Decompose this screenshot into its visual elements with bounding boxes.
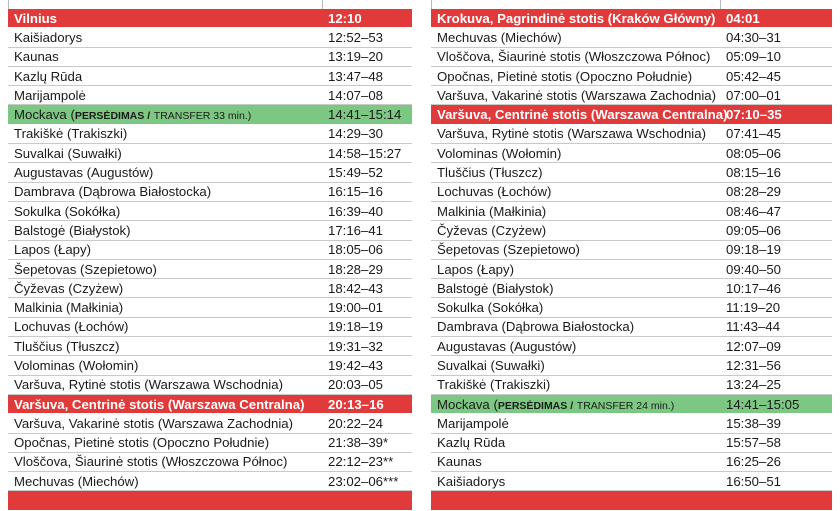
station-time: 13:24–25: [726, 377, 782, 393]
major-station-row: [431, 9, 832, 28]
station-time: 19:00–01: [328, 300, 384, 316]
major-station-row: [431, 491, 832, 510]
station-row: [8, 318, 412, 337]
station-time: 07:41–45: [726, 126, 782, 142]
major-station-row: [431, 105, 832, 124]
station-row: [8, 221, 412, 240]
station-row: [8, 298, 412, 317]
station-row: [431, 298, 832, 317]
station-row: [431, 434, 832, 453]
station-time: 09:05–06: [726, 222, 782, 238]
top-rule: [322, 0, 323, 9]
station-name: [431, 11, 715, 26]
station-label: Kaunas: [437, 454, 482, 470]
station-label: Lapos (Łapy): [437, 261, 514, 277]
station-label: Augustavas (Augustów): [437, 338, 577, 354]
station-name: [431, 339, 576, 354]
station-row: [431, 86, 832, 105]
station-time: 18:28–29: [328, 261, 384, 277]
station-name: [8, 30, 82, 45]
station-label: Vloščova, Šiaurinė stotis (Włoszczowa Północ): [437, 49, 711, 65]
major-station-row: [8, 9, 412, 28]
station-row: [8, 202, 412, 221]
station-label: Lochuvas (Łochów): [14, 319, 129, 335]
station-row: [8, 48, 412, 67]
station-name: [431, 204, 546, 219]
station-time: 23:02–06***: [328, 473, 399, 489]
station-label: Dambrava (Dąbrowa Białostocka): [14, 184, 212, 200]
station-row: [8, 414, 412, 433]
station-label: Varšuva, Centrinė stotis (Warszawa Centralna): [14, 396, 305, 412]
station-row: [8, 434, 412, 453]
station-label: Vilnius: [14, 10, 57, 26]
station-name: [8, 262, 157, 277]
station-time: 15:38–39: [726, 415, 782, 431]
station-label: Varšuva, Vakarinė stotis (Warszawa Zachodnia): [14, 415, 293, 431]
station-time: 19:31–32: [328, 338, 384, 354]
transfer-note: TRANSFER 33 min.): [153, 110, 252, 123]
station-name: [8, 454, 287, 469]
station-name: [431, 107, 727, 122]
station-name: [8, 146, 122, 161]
station-row: [431, 144, 832, 163]
station-label: Tluščius (Tłuszcz): [437, 165, 543, 181]
station-time: 17:16–41: [328, 222, 384, 238]
station-label: Kaišiadorys: [14, 29, 83, 45]
station-name: [431, 435, 505, 450]
station-label: Čyževas (Czyżew): [14, 280, 124, 296]
station-time: 14:58–15:27: [328, 145, 402, 161]
station-row: [8, 86, 412, 105]
station-name: [8, 339, 120, 354]
station-label: Volominas (Wołomin): [14, 357, 139, 373]
station-row: [431, 28, 832, 47]
station-time: 05:09–10: [726, 49, 782, 65]
station-time: 20:22–24: [328, 415, 384, 431]
station-row: [8, 125, 412, 144]
station-time: 14:41–15:14: [328, 107, 402, 123]
station-time: 11:19–20: [726, 300, 781, 316]
station-name: [8, 377, 283, 392]
station-name: [431, 262, 514, 277]
station-time: 21:38–39*: [328, 435, 389, 451]
station-label: Augustavas (Augustów): [14, 165, 154, 181]
station-row: [431, 376, 832, 395]
station-name: [431, 416, 509, 431]
station-name: [431, 126, 706, 141]
station-label: Trakiškė (Trakiszki): [437, 377, 551, 393]
station-name: [8, 49, 59, 64]
station-label: Šepetovas (Szepietowo): [14, 261, 157, 277]
station-name: [8, 11, 57, 26]
station-row: [8, 337, 412, 356]
station-name: [8, 281, 123, 296]
station-row: [8, 183, 412, 202]
station-label: Tluščius (Tłuszcz): [14, 338, 120, 354]
station-row: [8, 453, 412, 472]
station-time: 14:07–08: [328, 87, 384, 103]
station-name: [431, 281, 554, 296]
station-name: [431, 377, 550, 392]
station-name: [431, 30, 562, 45]
station-label: Opočnas, Pietinė stotis (Opoczno Południe): [14, 435, 270, 451]
station-name: [8, 397, 304, 412]
station-label: Čyževas (Czyżew): [437, 222, 547, 238]
top-rule: [8, 0, 9, 9]
station-row: [431, 241, 832, 260]
station-label: Dambrava (Dąbrowa Białostocka): [437, 319, 635, 335]
station-name: [431, 474, 505, 489]
station-row: [431, 125, 832, 144]
station-label: Balstogė (Białystok): [437, 280, 554, 296]
station-label: Malkinia (Małkinia): [14, 300, 124, 316]
station-name: [431, 146, 561, 161]
station-label: Varšuva, Rytinė stotis (Warszawa Wschodnia): [14, 377, 283, 393]
station-name: [8, 474, 139, 489]
station-time: 15:49–52: [328, 165, 384, 181]
station-time: 10:17–46: [726, 280, 782, 296]
station-row: [8, 356, 412, 375]
station-label: Malkinia (Małkinia): [437, 203, 547, 219]
station-time: 08:46–47: [726, 203, 782, 219]
station-name: [8, 358, 138, 373]
station-time: 18:42–43: [328, 280, 384, 296]
station-label: Varšuva, Vakarinė stotis (Warszawa Zachodnia): [437, 87, 716, 103]
station-label: Trakiškė (Trakiszki): [14, 126, 128, 142]
station-name: [431, 69, 692, 84]
station-row: [431, 202, 832, 221]
station-time: 04:01: [726, 10, 760, 26]
station-time: 12:07–09: [726, 338, 782, 354]
station-label: Balstogė (Białystok): [14, 222, 131, 238]
station-row: [431, 48, 832, 67]
station-label: Marijampolė: [437, 415, 509, 431]
station-row: [431, 472, 832, 491]
station-name: [431, 88, 716, 103]
station-label: Varšuva, Rytinė stotis (Warszawa Wschodnia): [437, 126, 706, 142]
station-name: Mockava (PERSĖDIMAS / TRANSFER 33 min.): [14, 107, 252, 123]
station-name: [8, 69, 82, 84]
station-row: [8, 28, 412, 47]
station-time: 12:10: [328, 10, 362, 26]
station-name: [8, 319, 128, 334]
station-time: 13:47–48: [328, 68, 384, 84]
station-row: [431, 279, 832, 298]
station-time: 12:52–53: [328, 29, 384, 45]
station-name: [431, 165, 543, 180]
station-time: 07:00–01: [726, 87, 782, 103]
station-time: 16:50–51: [726, 473, 782, 489]
station-name: [431, 223, 546, 238]
station-time: 14:29–30: [328, 126, 384, 142]
transfer-station-row: [8, 105, 412, 124]
station-row: [8, 241, 412, 260]
station-time: 07:10–35: [726, 107, 782, 123]
station-label: Mockava: [437, 396, 490, 412]
station-label: Mechuvas (Miechów): [437, 29, 562, 45]
station-label: Šepetovas (Szepietowo): [437, 242, 580, 258]
station-label: Kaunas: [14, 49, 59, 65]
station-time: 09:18–19: [726, 242, 782, 258]
transfer-station-row: [431, 395, 832, 414]
station-row: [431, 183, 832, 202]
station-name: [431, 49, 710, 64]
station-time: 19:42–43: [328, 357, 384, 373]
station-time: 15:57–58: [726, 435, 782, 451]
station-row: [431, 260, 832, 279]
station-time: 12:31–56: [726, 357, 782, 373]
station-row: [431, 356, 832, 375]
major-station-row: [8, 491, 412, 510]
station-name: [8, 223, 131, 238]
station-time: 11:43–44: [726, 319, 781, 335]
station-time: 08:15–16: [726, 165, 782, 181]
station-label: Lapos (Łapy): [14, 242, 91, 258]
station-label: Opočnas, Pietinė stotis (Opoczno Południe): [437, 68, 693, 84]
transfer-note-strong: PERSĖDIMAS /: [497, 399, 574, 412]
station-name: [8, 165, 153, 180]
station-row: [431, 453, 832, 472]
station-time: 20:03–05: [328, 377, 384, 393]
top-rule: [431, 0, 432, 9]
transfer-note-strong: PERSĖDIMAS /: [74, 110, 151, 123]
station-name: [8, 126, 127, 141]
station-label: Kaišiadorys: [437, 473, 506, 489]
transfer-note: TRANSFER 24 min.): [576, 399, 675, 412]
station-label: Suvalkai (Suwałki): [14, 145, 122, 161]
station-row: [431, 318, 832, 337]
station-name: [431, 184, 551, 199]
station-label: Sokulka (Sokółka): [437, 300, 544, 316]
station-name: [8, 88, 86, 103]
station-name: [8, 416, 293, 431]
station-name: [8, 300, 123, 315]
station-time: 08:05–06: [726, 145, 782, 161]
station-label: Suvalkai (Suwałki): [437, 357, 545, 373]
station-label: Kazlų Rūda: [14, 68, 83, 84]
station-row: [8, 472, 412, 491]
station-label: Vloščova, Šiaurinė stotis (Włoszczowa Północ): [14, 454, 288, 470]
station-time: 09:40–50: [726, 261, 782, 277]
station-name: [8, 204, 120, 219]
station-time: 18:05–06: [328, 242, 384, 258]
station-label: Sokulka (Sokółka): [14, 203, 121, 219]
station-row: [431, 337, 832, 356]
station-label: Krokuva, Pagrindinė stotis (Kraków Główny): [437, 10, 716, 26]
station-name: [8, 435, 269, 450]
major-station-row: [8, 395, 412, 414]
station-time: 16:39–40: [328, 203, 384, 219]
station-label: Marijampolė: [14, 87, 86, 103]
station-time: 16:25–26: [726, 454, 782, 470]
station-name: [431, 319, 634, 334]
station-row: [431, 221, 832, 240]
station-row: [431, 67, 832, 86]
station-name: [8, 184, 211, 199]
station-name: [431, 454, 482, 469]
station-label: Mockava: [14, 107, 67, 123]
station-name: [431, 358, 545, 373]
station-name: Mockava (PERSĖDIMAS / TRANSFER 24 min.): [437, 396, 675, 412]
station-label: Kazlų Rūda: [437, 435, 506, 451]
top-rule: [720, 0, 721, 9]
station-row: [431, 414, 832, 433]
station-time: 08:28–29: [726, 184, 782, 200]
station-label: Varšuva, Centrinė stotis (Warszawa Centralna): [437, 107, 728, 123]
station-time: 20:13–16: [328, 396, 384, 412]
station-name: [8, 242, 91, 257]
timetable-rows: [431, 9, 832, 511]
station-time: 13:19–20: [328, 49, 384, 65]
station-row: [431, 163, 832, 182]
station-time: 19:18–19: [328, 319, 384, 335]
station-time: 04:30–31: [726, 29, 782, 45]
station-row: [8, 163, 412, 182]
station-time: 05:42–45: [726, 68, 782, 84]
station-row: [8, 67, 412, 86]
station-time: 22:12–23**: [328, 454, 394, 470]
station-name: [431, 300, 543, 315]
station-label: Volominas (Wołomin): [437, 145, 562, 161]
station-name: [431, 242, 580, 257]
station-row: [8, 144, 412, 163]
station-label: Lochuvas (Łochów): [437, 184, 552, 200]
station-row: [8, 376, 412, 395]
station-time: 14:41–15:05: [726, 396, 800, 412]
station-label: Mechuvas (Miechów): [14, 473, 139, 489]
station-time: 16:15–16: [328, 184, 384, 200]
timetable-rows: [8, 9, 412, 511]
station-row: [8, 279, 412, 298]
station-row: [8, 260, 412, 279]
